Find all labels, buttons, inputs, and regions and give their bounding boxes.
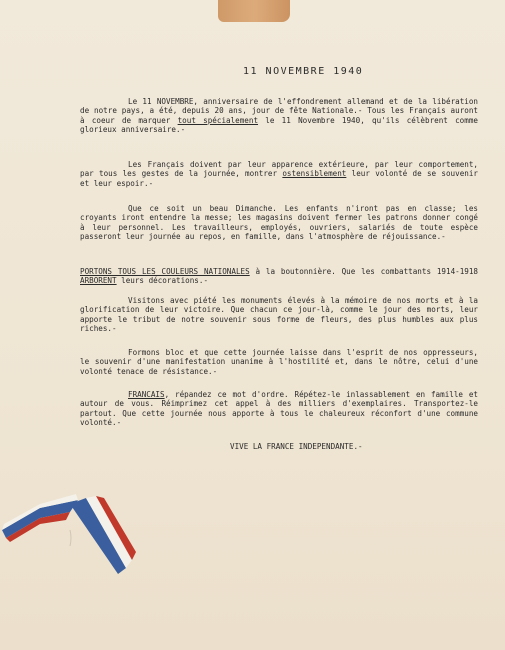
paragraph-2: Les Français doivent par leur apparence extérieure, par leur comportement, par tous les gestes de la journée, montrer ostensiblement leur volonté de se souvenir et leur espoir.- — [80, 160, 478, 188]
tape-residue — [218, 0, 290, 22]
paragraph-4: PORTONS TOUS LES COULEURS NATIONALES à la boutonnière. Que les combattants 1914-1918 ARBORENT leurs décorations.- — [80, 267, 478, 286]
closing-line: VIVE LA FRANCE INDEPENDANTE.- — [230, 442, 363, 451]
paragraph-3: Que ce soit un beau Dimanche. Les enfants n'iront pas en classe; les croyants iront entendre la messe; les magasins doivent fermer les patrons donner congé à leur personnel. Les travailleurs, employés, ouvriers, salariés de toute espèce passeront leur journée au repos, en famille, dans l'atmosphère de réjouissance.- — [80, 204, 478, 242]
paragraph-6: Formons bloc et que cette journée laisse dans l'esprit de nos oppresseurs, le souvenir d'une manifestation unanime à l'hostilité et, dans le nôtre, celui d'une volonté tenace de résistance.- — [80, 348, 478, 376]
document-title: 11 NOVEMBRE 1940 — [243, 66, 364, 77]
paragraph-1: Le 11 NOVEMBRE, anniversaire de l'effondrement allemand et de la libération de notre pays, a été, depuis 20 ans, jour de fête Nationale.- Tous les Français auront à coeur de marquer tout spécialement le 11 Novembre 1940, qu'ils célèbrent comme glorieux anniversaire.- — [80, 97, 478, 135]
paragraph-5: Visitons avec piété les monuments élevés à la mémoire de nos morts et à la glorification de leur victoire. Que chacun ce jour-là, comme le jour des morts, leur apporte le tribut de notre souvenir sous forme de fleurs, des plus humbles aux plus riches.- — [80, 296, 478, 334]
tricolor-ribbon-icon — [0, 490, 140, 590]
paragraph-7: FRANCAIS, répandez ce mot d'ordre. Répétez-le inlassablement en famille et autour de vous. Réimprimez cet appel à des milliers d'exemplaires. Transportez-le partout. Que cette journée nous apporte à tous le chaleureux réconfort d'une commune volonté.- — [80, 390, 478, 428]
